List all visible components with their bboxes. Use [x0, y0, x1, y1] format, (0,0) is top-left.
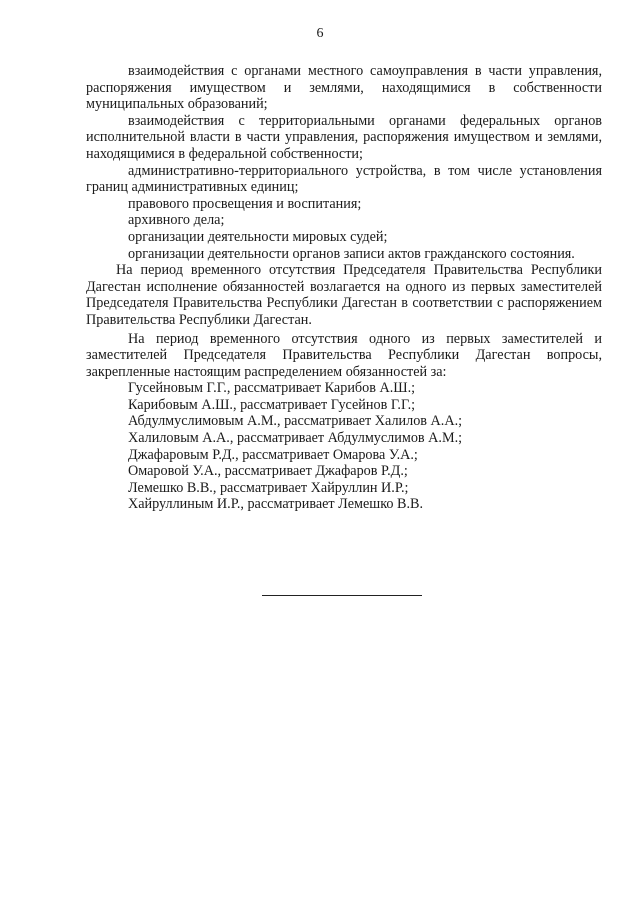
assignment-line: Омаровой У.А., рассматривает Джафаров Р.Д.;	[128, 463, 408, 480]
paragraph-deputies: На период временного отсутствия одного из первых заместителей и заместителей Председателя Правительства Республики Дагестан вопросы, закрепленные настоящим распределением обязанностей за:	[86, 330, 602, 380]
assignment-line: Лемешко В.В., рассматривает Хайруллин И.Р.;	[128, 479, 409, 496]
list-item: взаимодействия с территориальными органами федеральных органов исполнительной власти в части управления, распоряжения имуществом и землями, находящимися в федеральной собственности;	[86, 112, 602, 162]
page-number: 6	[316, 26, 324, 41]
end-rule	[262, 595, 422, 596]
list-item: правового просвещения и воспитания;	[128, 195, 362, 212]
list-item: организации деятельности органов записи актов гражданского состояния.	[128, 245, 575, 262]
assignment-line: Джафаровым Р.Д., рассматривает Омарова У.А.;	[128, 446, 418, 463]
list-item: административно-территориального устройства, в том числе установления границ административных единиц;	[86, 162, 602, 196]
list-item: архивного дела;	[128, 212, 225, 229]
assignment-line: Гусейновым Г.Г., рассматривает Карибов А.Ш.;	[128, 380, 416, 397]
assignment-line: Карибовым А.Ш., рассматривает Гусейнов Г.Г.;	[128, 396, 416, 413]
list-item: организации деятельности мировых судей;	[128, 228, 388, 245]
document-body	[86, 63, 602, 513]
paragraph-chairman: На период временного отсутствия Председателя Правительства Республики Дагестан исполнение обязанностей возлагается на одного из первых заместителей Председателя Правительства Республики Дагестан в соответствии с распоряжением Правительства Республики Дагестан.	[86, 262, 602, 328]
assignment-line: Халиловым А.А., рассматривает Абдулмуслимов А.М.;	[128, 430, 463, 447]
list-item: взаимодействия с органами местного самоуправления в части управления, распоряжения имуществом и землями, находящимися в собственности муниципальных образований;	[86, 63, 602, 113]
assignment-line: Хайруллиным И.Р., рассматривает Лемешко В.В.	[128, 496, 424, 513]
assignment-line: Абдулмуслимовым А.М., рассматривает Халилов А.А.;	[128, 413, 463, 430]
